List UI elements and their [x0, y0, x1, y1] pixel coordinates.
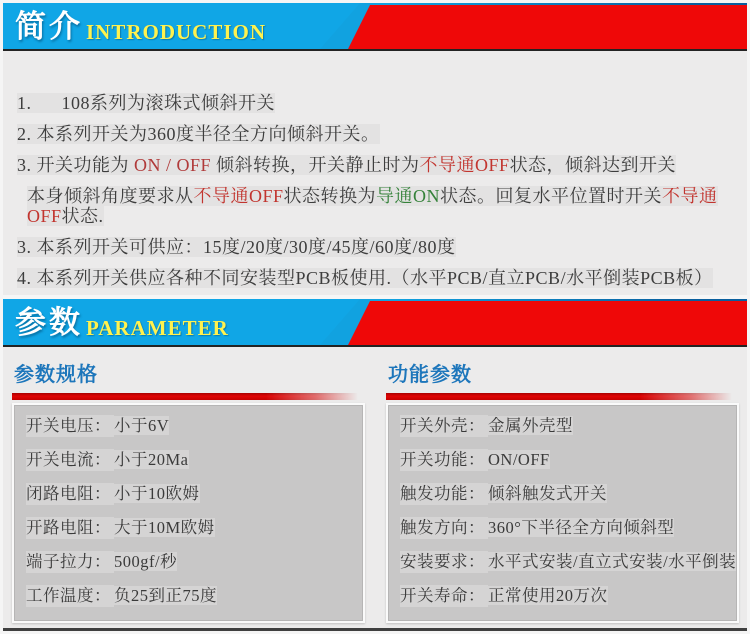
banner-red-ribbon: [347, 5, 747, 51]
table-row: 端子拉力： 500gf/秒: [26, 552, 178, 571]
intro-line-3: 3. 开关功能为 ON / OFF 倾斜转换，开关静止时为不导通OFF状态，倾斜达到开关: [17, 155, 677, 175]
off-state-highlight: 不导通OFF: [419, 155, 510, 175]
parameter-title-en: PARAMETER: [86, 315, 229, 340]
table-row: 开关寿命： 正常使用20万次: [400, 586, 608, 605]
table-row: 开关外壳： 金属外壳型: [400, 416, 573, 435]
table-row: 触发方向： 360°下半径全方向倾斜型: [400, 518, 675, 537]
intro-line-5: 3. 本系列开关可供应：15度/20度/30度/45度/60度/80度: [17, 237, 456, 257]
intro-text-block: [3, 51, 747, 295]
parameter-body: [3, 347, 747, 628]
intro-title-zh: 简介: [15, 8, 83, 44]
table-row: 触发功能： 倾斜触发式开关: [400, 484, 607, 503]
intro-line-4: 本身倾斜角度要求从不导通OFF状态转换为导通ON状态。回复水平位置时开关不导通OFF状态.: [27, 186, 718, 226]
parameter-title-zh: 参数: [15, 304, 83, 340]
intro-banner-title: [15, 3, 266, 49]
table-row: 开关电压： 小于6V: [26, 416, 170, 435]
left-column-header: 参数规格: [14, 364, 98, 386]
intro-section-banner: [3, 3, 747, 51]
on-off-highlight: ON / OFF: [134, 155, 212, 175]
table-row: 开路电阻： 大于10M欧姆: [26, 518, 215, 537]
intro-line-6: 4. 本系列开关供应各种不同安装型PCB板使用.（水平PCB/直立PCB/水平倒装PCB板）: [17, 268, 713, 288]
bottom-edge-strip: [3, 628, 747, 631]
table-row: 工作温度： 负25到正75度: [26, 586, 217, 605]
intro-line-1: 1. 108系列为滚珠式倾斜开关: [17, 93, 275, 113]
parameter-section-banner: [3, 299, 747, 347]
table-row: 安装要求： 水平式安装/直立式安装/水平倒装: [400, 552, 737, 571]
table-row: 开关功能： ON/OFF: [400, 450, 550, 469]
parameter-banner-title: [15, 299, 229, 345]
off-state-highlight: 不导通OFF: [193, 186, 284, 206]
spec-table-left: [12, 403, 365, 623]
off-state-highlight: 不导通OFF: [27, 186, 718, 226]
right-column-header: 功能参数: [388, 364, 472, 386]
spec-column-left: [12, 363, 365, 628]
banner-red-ribbon: [347, 301, 747, 347]
header-accent-bar: [12, 393, 365, 400]
on-state-highlight: 导通ON: [376, 186, 441, 206]
intro-title-en: INTRODUCTION: [86, 19, 267, 44]
spec-column-right: [386, 363, 739, 628]
table-row: 闭路电阻： 小于10欧姆: [26, 484, 200, 503]
table-row: 开关电流： 小于20Ma: [26, 450, 189, 469]
spec-table-right: [386, 403, 739, 623]
header-accent-bar: [386, 393, 739, 400]
intro-line-2: 2. 本系列开关为360度半径全方向倾斜开关。: [17, 124, 380, 144]
